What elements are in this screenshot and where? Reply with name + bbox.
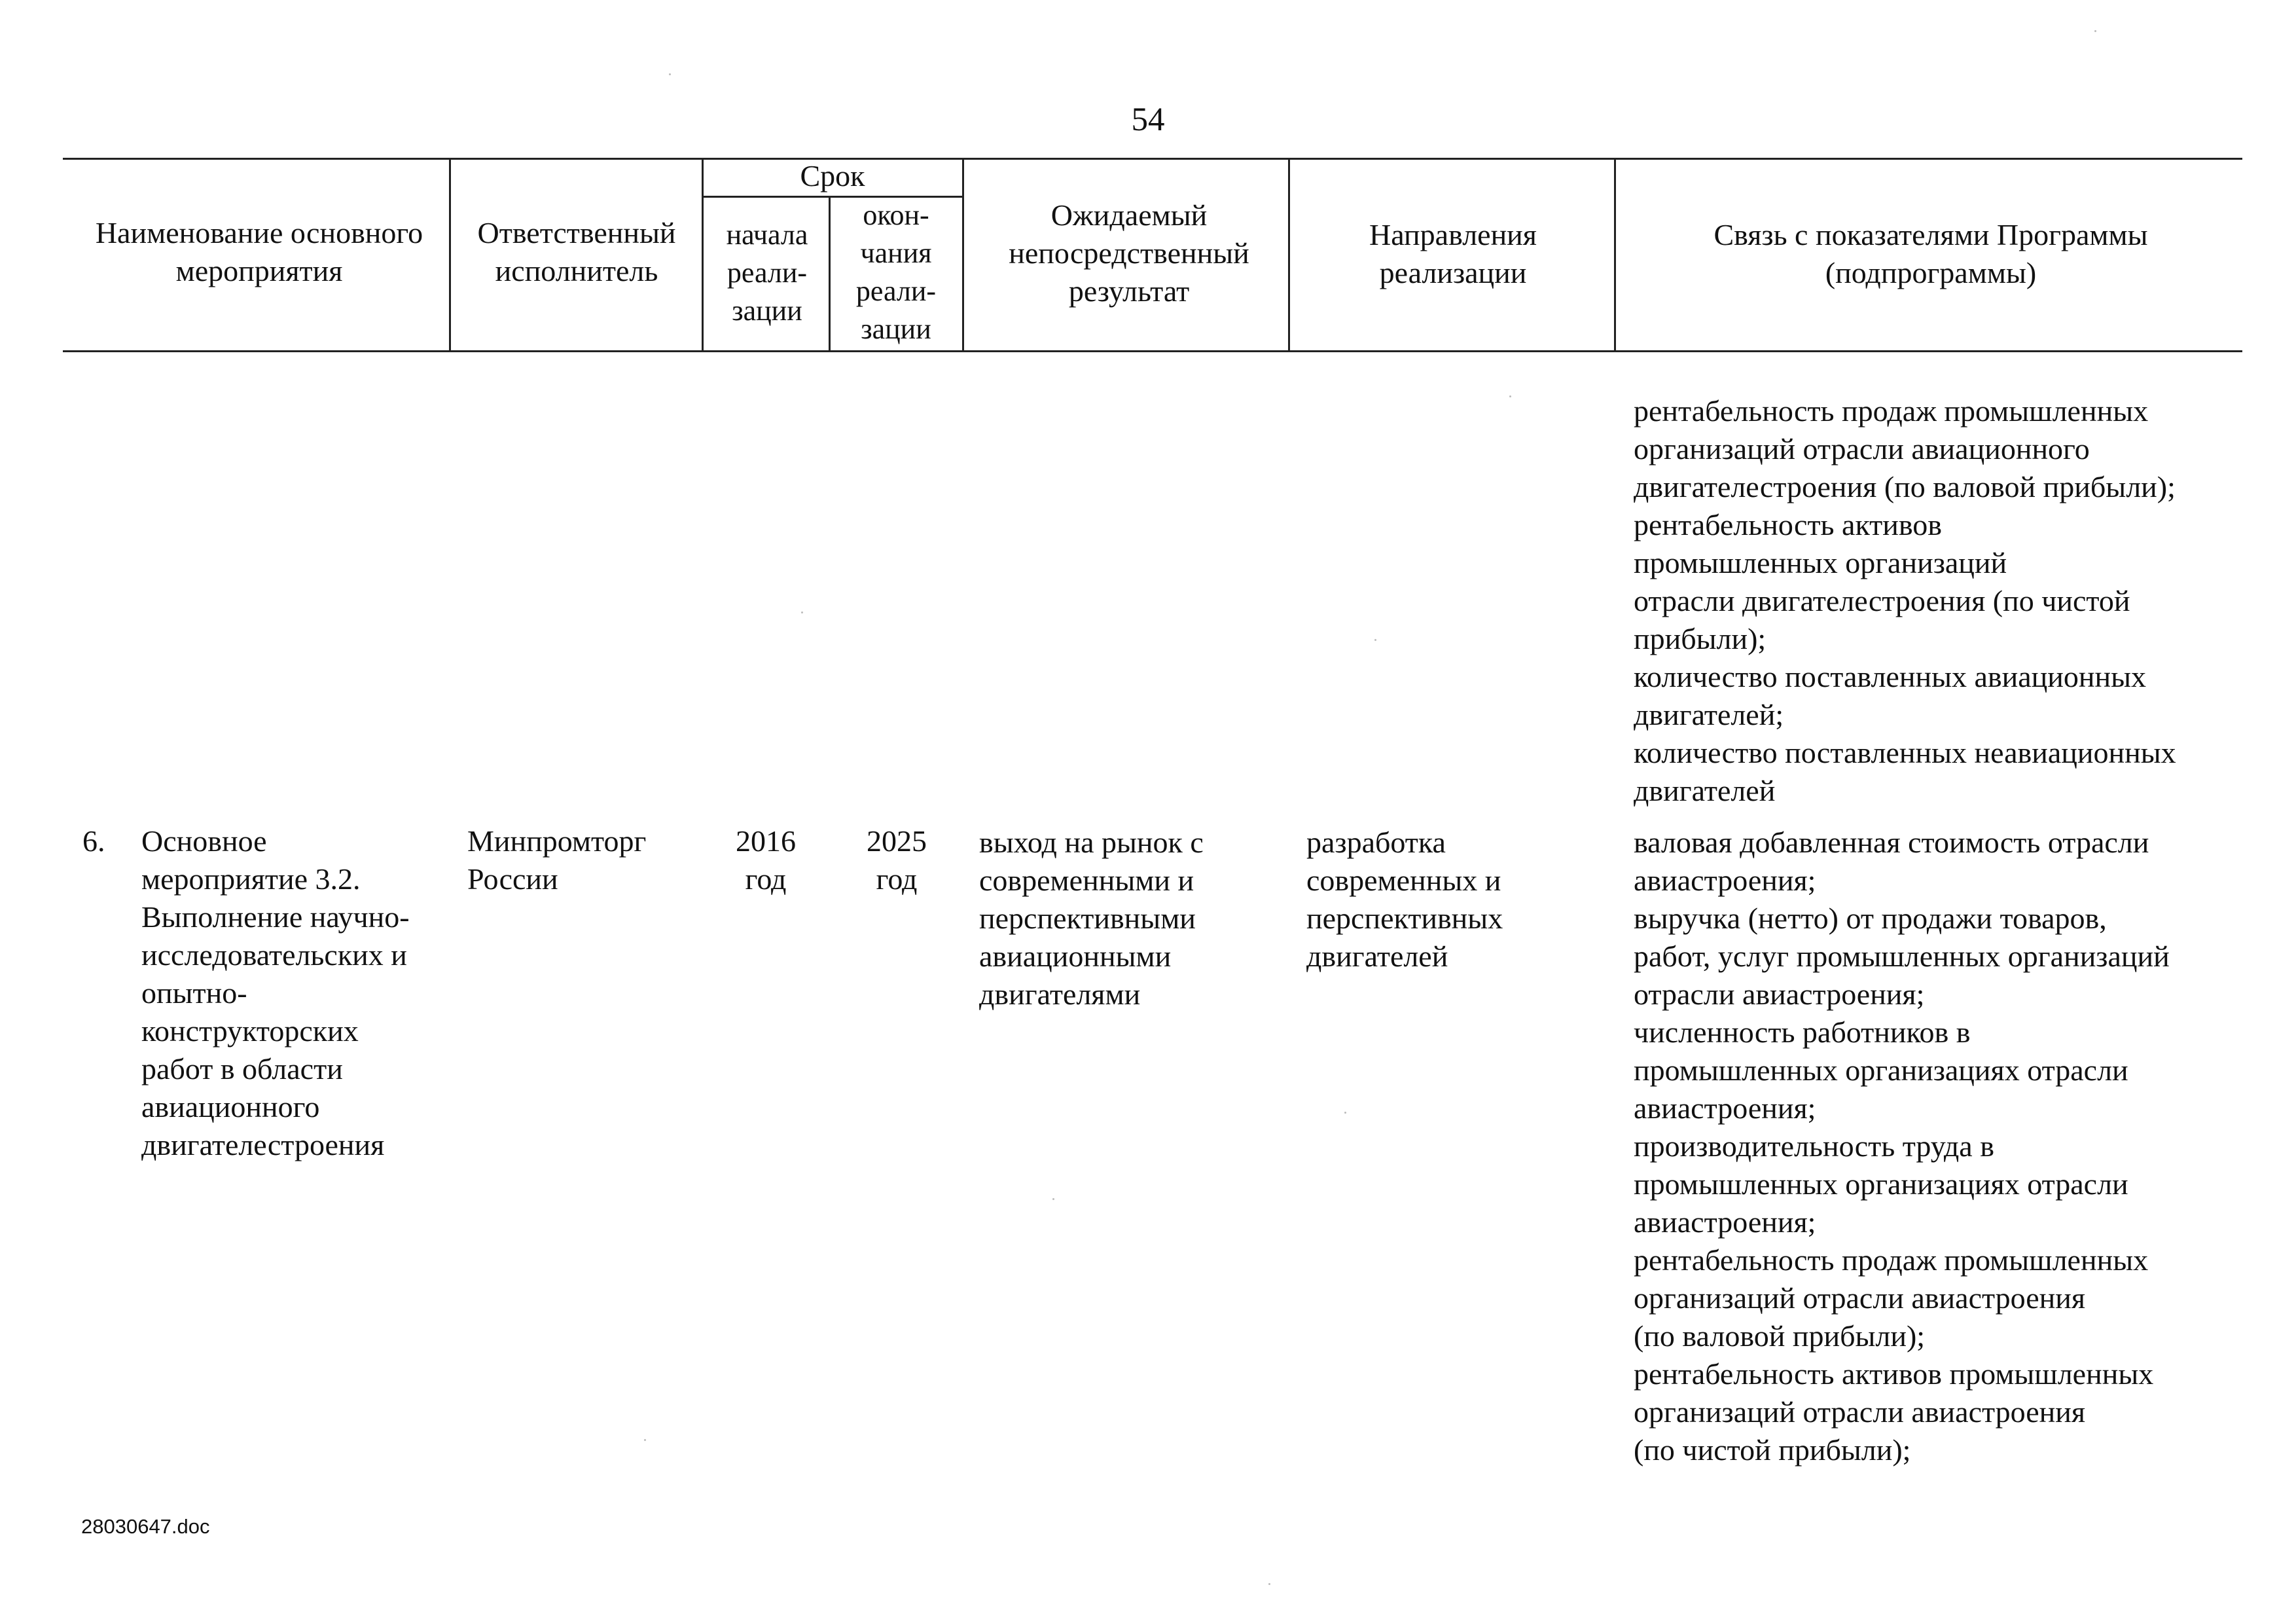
executor-line: России: [467, 862, 558, 896]
name-line: мероприятие 3.2.: [141, 862, 361, 896]
result-line: перспективными: [979, 902, 1196, 935]
row-link: [1634, 824, 2170, 1469]
header-start: начала реали-зации: [726, 219, 808, 327]
row-executor: [467, 822, 646, 898]
indicator-line: работ, услуг промышленных организаций: [1634, 939, 2170, 973]
scan-speck: [669, 73, 671, 75]
name-line: двигателестроения: [141, 1128, 385, 1161]
row-start: [720, 822, 812, 898]
executor-line: Минпромторг: [467, 824, 647, 858]
direction-line: перспективных: [1306, 902, 1503, 935]
direction-line: двигателей: [1306, 939, 1448, 973]
header-executor: Ответственный исполнитель: [477, 216, 676, 287]
scan-speck: [1268, 1583, 1270, 1585]
col-divider-3: [829, 196, 831, 352]
start-line: год: [745, 862, 787, 896]
end-line: год: [876, 862, 918, 896]
indicator-line: промышленных организаций: [1634, 546, 2007, 579]
indicator-line: отрасли авиастроения;: [1634, 977, 1925, 1011]
indicator-line: авиастроения;: [1634, 864, 1816, 897]
scan-speck: [644, 1439, 646, 1441]
row-name: [141, 822, 410, 1164]
indicator-line: производительность труда в: [1634, 1129, 1994, 1163]
name-line: исследовательских и: [141, 938, 407, 972]
result-line: авиационными: [979, 939, 1172, 973]
col-divider-2: [702, 158, 704, 352]
table-top-border: [63, 158, 2242, 160]
header-link: Связь с показателями Программы (подпрограммы): [1713, 218, 2148, 289]
indicator-line: двигателей: [1634, 774, 1776, 807]
indicator-line: промышленных организациях отрасли: [1634, 1167, 2128, 1201]
name-line: Основное: [141, 824, 267, 858]
row-end: [851, 822, 942, 898]
indicator-line: количество поставленных неавиационных: [1634, 736, 2176, 769]
file-name-footer: 28030647.doc: [81, 1515, 210, 1538]
table-header-bottom-border: [63, 350, 2242, 352]
scan-speck: [1052, 1198, 1054, 1200]
name-line: опытно-: [141, 976, 247, 1010]
name-line: работ в области: [141, 1052, 343, 1085]
row-result: [979, 824, 1204, 1013]
indicator-line: авиастроения;: [1634, 1205, 1816, 1239]
indicator-line: отрасли двигателестроения (по чистой: [1634, 584, 2130, 617]
col-divider-6: [1614, 158, 1616, 352]
end-line: 2025: [867, 824, 927, 858]
header-srok: Срок: [800, 159, 865, 192]
result-line: двигателями: [979, 977, 1141, 1011]
col-divider-4: [962, 158, 964, 352]
continuation-link-text: [1634, 392, 2176, 810]
indicator-line: (по чистой прибыли);: [1634, 1433, 1911, 1467]
indicator-line: выручка (нетто) от продажи товаров,: [1634, 902, 2107, 935]
scan-speck: [2094, 30, 2096, 32]
indicator-line: численность работников в: [1634, 1015, 1971, 1049]
indicator-line: рентабельность продаж промышленных: [1634, 1243, 2149, 1277]
page-number: 54: [1131, 101, 1165, 138]
header-directions: Направления реализации: [1369, 218, 1537, 289]
col-divider-5: [1288, 158, 1290, 352]
indicator-line: промышленных организациях отрасли: [1634, 1053, 2128, 1087]
indicator-line: (по валовой прибыли);: [1634, 1319, 1926, 1353]
indicator-line: рентабельность активов: [1634, 508, 1943, 541]
scan-speck: [1344, 1112, 1346, 1114]
indicator-line: рентабельность продаж промышленных: [1634, 394, 2149, 428]
indicator-line: валовая добавленная стоимость отрасли: [1634, 826, 2149, 859]
scan-speck: [801, 611, 803, 613]
indicator-line: двигателей;: [1634, 698, 1784, 731]
name-line: авиационного: [141, 1090, 320, 1123]
row-directions: [1306, 824, 1503, 976]
direction-line: современных и: [1306, 864, 1501, 897]
row-number: 6.: [82, 824, 105, 858]
header-end: окон-чания реали-зации: [855, 199, 937, 345]
result-line: выход на рынок с: [979, 826, 1204, 859]
start-line: 2016: [736, 824, 796, 858]
direction-line: разработка: [1306, 826, 1446, 859]
header-name: Наименование основного мероприятия: [95, 216, 423, 287]
result-line: современными и: [979, 864, 1194, 897]
indicator-line: прибыли);: [1634, 622, 1767, 655]
scan-speck: [1509, 395, 1511, 397]
header-result: Ожидаемый непосредственный результат: [1009, 198, 1249, 308]
indicator-line: количество поставленных авиационных: [1634, 660, 2147, 693]
indicator-line: авиастроения;: [1634, 1091, 1816, 1125]
scan-speck: [1374, 639, 1376, 641]
col-divider-1: [449, 158, 451, 352]
indicator-line: организаций отрасли авиационного: [1634, 432, 2090, 465]
indicator-line: организаций отрасли авиастроения: [1634, 1395, 2086, 1429]
indicator-line: двигателестроения (по валовой прибыли);: [1634, 470, 2176, 503]
name-line: конструкторских: [141, 1014, 359, 1048]
indicator-line: рентабельность активов промышленных: [1634, 1357, 2154, 1391]
name-line: Выполнение научно-: [141, 900, 410, 934]
indicator-line: организаций отрасли авиастроения: [1634, 1281, 2086, 1315]
